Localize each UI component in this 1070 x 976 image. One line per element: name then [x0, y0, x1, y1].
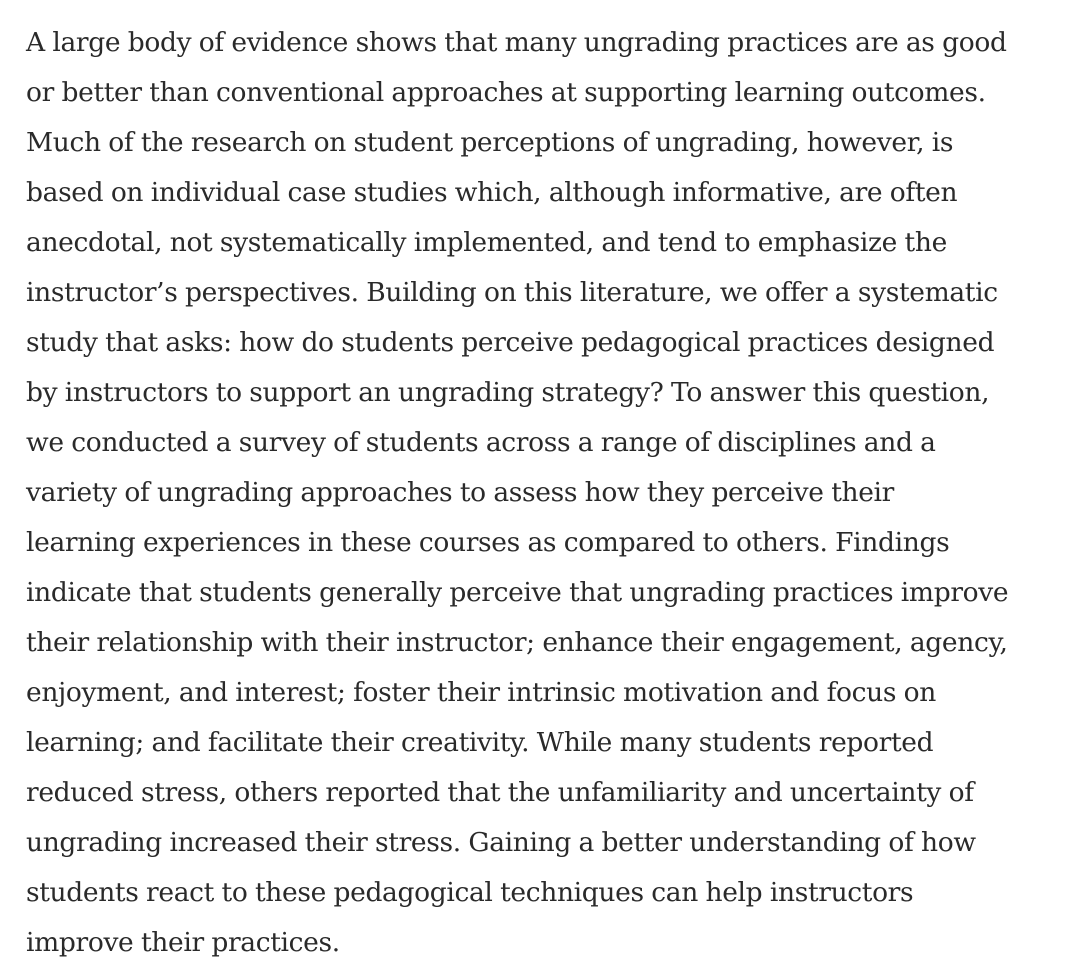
- text-line: instructor’s perspectives. Building on this literature, we offer a systematic: [26, 277, 998, 308]
- text-line: variety of ungrading approaches to assess how they perceive their: [26, 477, 894, 508]
- text-line: anecdotal, not systematically implemented, and tend to emphasize the: [26, 227, 947, 258]
- text-line: Much of the research on student perceptions of ungrading, however, is: [26, 127, 954, 158]
- text-line: improve their practices.: [26, 927, 340, 958]
- abstract-paragraph: [26, 18, 1046, 968]
- text-line: students react to these pedagogical techniques can help instructors: [26, 877, 914, 908]
- text-line: enjoyment, and interest; foster their intrinsic motivation and focus on: [26, 677, 937, 708]
- text-line: we conducted a survey of students across a range of disciplines and a: [26, 427, 936, 458]
- text-line: by instructors to support an ungrading strategy? To answer this question,: [26, 377, 990, 408]
- text-line: or better than conventional approaches at supporting learning outcomes.: [26, 77, 986, 108]
- text-line: based on individual case studies which, although informative, are often: [26, 177, 958, 208]
- text-line: ungrading increased their stress. Gaining a better understanding of how: [26, 827, 976, 858]
- text-line: indicate that students generally perceive that ungrading practices improve: [26, 577, 1009, 608]
- text-line: their relationship with their instructor; enhance their engagement, agency,: [26, 627, 1008, 658]
- text-line: study that asks: how do students perceive pedagogical practices designed: [26, 327, 995, 358]
- text-line: A large body of evidence shows that many ungrading practices are as good: [26, 27, 1007, 58]
- text-line: learning; and facilitate their creativity. While many students reported: [26, 727, 934, 758]
- text-line: reduced stress, others reported that the unfamiliarity and uncertainty of: [26, 777, 974, 808]
- text-line: learning experiences in these courses as compared to others. Findings: [26, 527, 950, 558]
